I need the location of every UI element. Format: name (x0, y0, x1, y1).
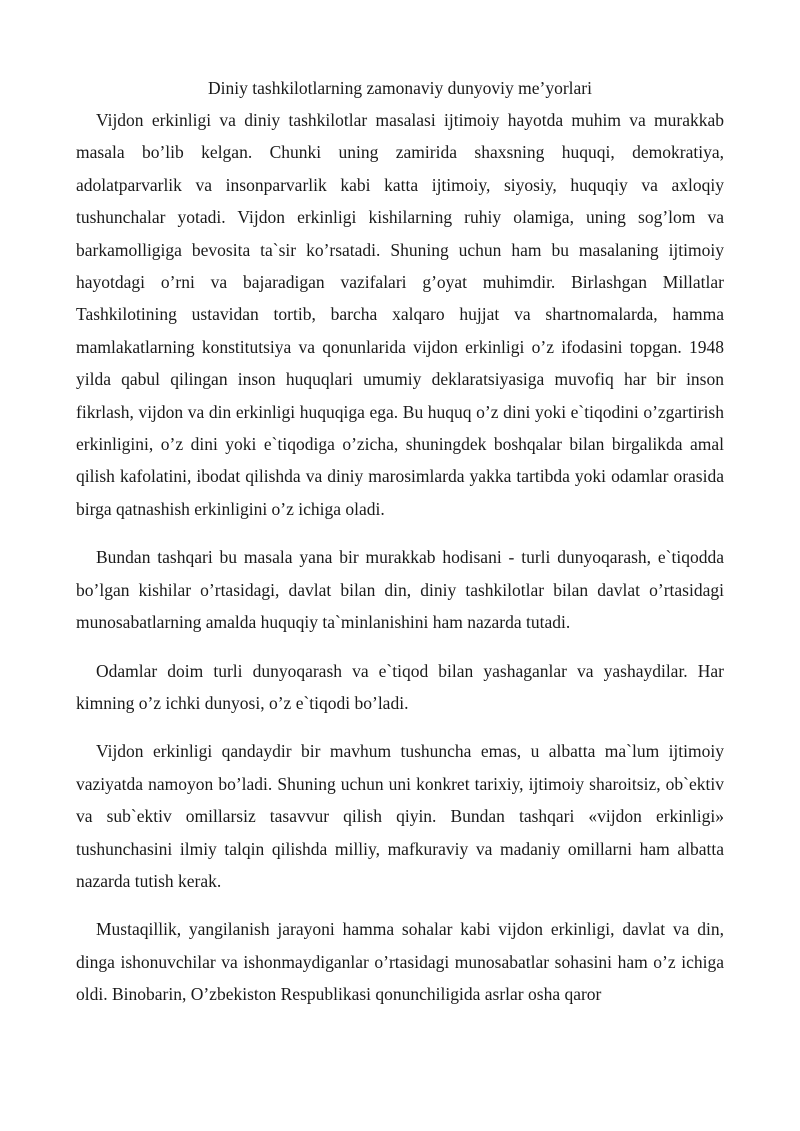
paragraph-5: Mustaqillik, yangilanish jarayoni hamma sohalar kabi vijdon erkinligi, davlat va din, dinga ishonuvchilar va ishonmaydiganlar o’rtasidagi munosabatlar sohasini ham o’z ichiga oldi. Binobarin, O’zbekiston Respublikasi qonunchiligida asrlar osha qaror (76, 919, 724, 1005)
paragraph-1: Vijdon erkinligi va diniy tashkilotlar masalasi ijtimoiy hayotda muhim va murakkab masala bo’lib kelgan. Chunki uning zamirida shaxsning huquqi, demokratiya, adolatparvarlik va insonparvarlik kabi katta ijtimoiy, siyosiy, huquqiy va axloqiy tushunchalar yotadi. Vijdon erkinligi kishilarning ruhiy olamiga, uning sog’lom va barkamolligiga bevosita ta`sir ko’rsatadi. Shuning uchun ham bu masalaning ijtimoiy hayotdagi o’rni va bajaradigan vazifalari g’oyat muhimdir. Birlashgan Millatlar Tashkilotining ustavidan tortib, barcha xalqaro hujjat va shartnomalarda, hamma mamlakatlarning konstitutsiya va qonunlarida vijdon erkinligi o’z ifodasini topgan. 1948 yilda qabul qilingan inson huquqlari umumiy deklaratsiyasiga muvofiq har bir inson fikrlash, vijdon va din erkinligi huquqiga ega. Bu huquq o’z dini yoki e`tiqodini o’zgartirish erkinligini, o’z dini yoki e`tiqodiga o’zicha, shuningdek boshqalar bilan birgalikda amal qilish kafolatini, ibodat qilishda va diniy marosimlarda yakka tartibda yoki odamlar orasida birga qatnashish erkinligini o’z ichiga oladi. (76, 110, 724, 519)
paragraph-4: Vijdon erkinligi qandaydir bir mavhum tushuncha emas, u albatta ma`lum ijtimoiy vaziyatda namoyon bo’ladi. Shuning uchun uni konkret tarixiy, ijtimoiy sharoitsiz, ob`ektiv va sub`ektiv omillarsiz tasavvur qilish qiyin. Bundan tashqari «vijdon erkinligi» tushunchasini ilmiy talqin qilishda milliy, mafkuraviy va madaniy omillarni ham albatta nazarda tutish kerak. (76, 741, 724, 891)
document-page (76, 72, 724, 1011)
paragraph-3: Odamlar doim turli dunyoqarash va e`tiqod bilan yashaganlar va yashaydilar. Har kimning o’z ichki dunyosi, o’z e`tiqodi bo’ladi. (76, 660, 724, 713)
paragraph-2: Bundan tashqari bu masala yana bir murakkab hodisani - turli dunyoqarash, e`tiqodda bo’lgan kishilar o’rtasidagi, davlat bilan din, diniy tashkilotlar bilan davlat o’rtasidagi munosabatlarning amalda huquqiy ta`minlanishini ham nazarda tutadi. (76, 547, 724, 633)
document-title: Diniy tashkilotlarning zamonaviy dunyoviy me’yorlari (208, 78, 592, 98)
